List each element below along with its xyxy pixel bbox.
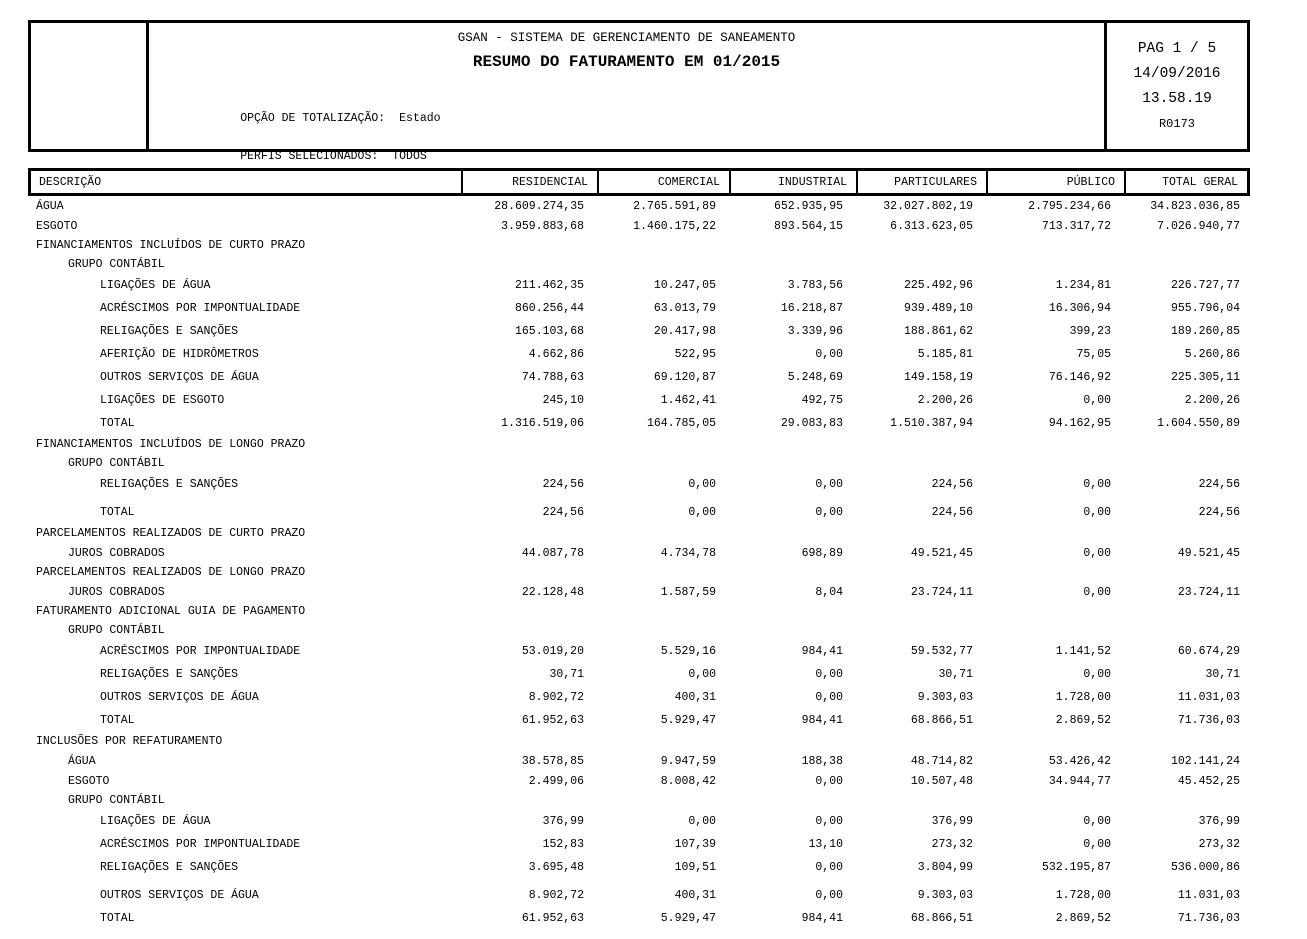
table-row [28, 771, 1250, 791]
cell-publico: 0,00 [1083, 478, 1111, 491]
table-row [28, 732, 1250, 751]
table-row [28, 751, 1250, 771]
cell-total-geral: 1.604.550,89 [1157, 417, 1240, 430]
cell-total-geral: 49.521,45 [1177, 546, 1240, 560]
table-row [28, 663, 1250, 686]
cell-residencial: 860.256,44 [514, 302, 584, 315]
cell-total-geral: 102.141,24 [1170, 754, 1240, 768]
cell-residencial: 1.316.519,06 [501, 417, 584, 430]
cell-publico: 2.869,52 [1055, 912, 1111, 925]
row-label: GRUPO CONTÁBIL [68, 258, 165, 271]
cell-industrial: 5.248,69 [787, 371, 843, 384]
cell-total-geral: 11.031,03 [1177, 889, 1240, 902]
row-label: PARCELAMENTOS REALIZADOS DE LONGO PRAZO [36, 566, 306, 579]
cell-particulares: 225.492,96 [903, 279, 973, 292]
cell-residencial: 152,83 [542, 838, 584, 851]
cell-publico: 0,00 [1083, 506, 1111, 519]
cell-residencial: 38.578,85 [521, 754, 584, 768]
report-title: RESUMO DO FATURAMENTO EM 01/2015 [472, 53, 781, 71]
cell-publico: 1.728,00 [1055, 889, 1111, 902]
cell-residencial: 376,99 [542, 815, 584, 828]
cell-industrial: 13,10 [808, 838, 843, 851]
table-row [28, 274, 1250, 297]
logo-box [31, 23, 149, 149]
table-row [28, 412, 1250, 435]
cell-residencial: 53.019,20 [521, 645, 584, 658]
cell-publico: 16.306,94 [1048, 302, 1111, 315]
cell-comercial: 9.947,59 [660, 754, 716, 768]
cell-publico: 0,00 [1083, 585, 1111, 599]
cell-comercial: 20.417,98 [653, 325, 716, 338]
totalization-label: OPÇÃO DE TOTALIZAÇÃO: [240, 112, 386, 125]
column-header-descricao: DESCRIÇÃO [39, 175, 102, 189]
cell-industrial: 3.783,56 [787, 279, 843, 292]
cell-publico: 0,00 [1083, 838, 1111, 851]
cell-publico: 53.426,42 [1048, 754, 1111, 768]
cell-particulares: 68.866,51 [910, 912, 973, 925]
cell-total-geral: 71.736,03 [1177, 912, 1240, 925]
cell-publico: 0,00 [1083, 815, 1111, 828]
row-label: LIGAÇÕES DE ÁGUA [100, 815, 211, 828]
row-label: LIGAÇÕES DE ESGOTO [100, 394, 225, 407]
table-row [28, 501, 1250, 524]
cell-industrial: 0,00 [815, 506, 843, 519]
row-label: RELIGAÇÕES E SANÇÕES [100, 668, 239, 681]
cell-industrial: 0,00 [815, 889, 843, 902]
column-header-publico: PÚBLICO [986, 171, 1124, 193]
cell-publico: 713.317,72 [1041, 219, 1111, 233]
row-label: ACRÉSCIMOS POR IMPONTUALIDADE [100, 838, 301, 851]
cell-residencial: 4.662,86 [528, 348, 584, 361]
cell-total-geral: 60.674,29 [1177, 645, 1240, 658]
report-date: 14/09/2016 [1133, 66, 1221, 82]
cell-total-geral: 224,56 [1198, 478, 1240, 491]
table-row [28, 320, 1250, 343]
cell-publico: 34.944,77 [1048, 774, 1111, 788]
cell-residencial: 2.499,06 [528, 774, 584, 788]
table-row [28, 856, 1250, 879]
totalization-value: Estado [399, 112, 441, 125]
cell-total-geral: 226.727,77 [1170, 279, 1240, 292]
cell-comercial: 1.587,59 [660, 585, 716, 599]
cell-comercial: 164.785,05 [646, 417, 716, 430]
system-title: GSAN - SISTEMA DE GERENCIAMENTO DE SANEAMENTO [457, 31, 796, 45]
cell-industrial: 29.083,83 [780, 417, 843, 430]
cell-industrial: 893.564,15 [773, 219, 843, 233]
cell-comercial: 10.247,05 [653, 279, 716, 292]
cell-comercial: 5.929,47 [660, 714, 716, 727]
cell-comercial: 400,31 [674, 691, 716, 704]
cell-particulares: 48.714,82 [910, 754, 973, 768]
cell-total-geral: 955.796,04 [1170, 302, 1240, 315]
cell-comercial: 0,00 [688, 668, 716, 681]
table-row [28, 473, 1250, 496]
row-label: LIGAÇÕES DE ÁGUA [100, 279, 211, 292]
cell-particulares: 68.866,51 [910, 714, 973, 727]
table-row [28, 791, 1250, 810]
row-label: OUTROS SERVIÇOS DE ÁGUA [100, 889, 259, 902]
column-header-comercial: COMERCIAL [597, 171, 729, 193]
cell-industrial: 984,41 [801, 912, 843, 925]
cell-residencial: 61.952,63 [521, 912, 584, 925]
cell-total-geral: 224,56 [1198, 506, 1240, 519]
cell-total-geral: 2.200,26 [1184, 394, 1240, 407]
cell-particulares: 939.489,10 [903, 302, 973, 315]
cell-particulares: 9.303,03 [917, 889, 973, 902]
cell-particulares: 23.724,11 [910, 585, 973, 599]
cell-total-geral: 30,71 [1205, 668, 1240, 681]
row-label: TOTAL [100, 912, 135, 925]
cell-particulares: 273,32 [931, 838, 973, 851]
cell-industrial: 0,00 [815, 861, 843, 874]
cell-residencial: 165.103,68 [514, 325, 584, 338]
cell-particulares: 49.521,45 [910, 546, 973, 560]
header-info-box [1104, 23, 1247, 149]
cell-residencial: 3.959.883,68 [501, 219, 584, 233]
cell-total-geral: 34.823.036,85 [1150, 199, 1240, 213]
cell-industrial: 984,41 [801, 645, 843, 658]
column-header-industrial: INDUSTRIAL [729, 171, 856, 193]
table-row [28, 543, 1250, 563]
cell-particulares: 149.158,19 [903, 371, 973, 384]
cell-total-geral: 5.260,86 [1184, 348, 1240, 361]
cell-industrial: 0,00 [815, 815, 843, 828]
cell-total-geral: 7.026.940,77 [1157, 219, 1240, 233]
table-row [28, 236, 1250, 255]
cell-industrial: 0,00 [815, 691, 843, 704]
row-label: RELIGAÇÕES E SANÇÕES [100, 861, 239, 874]
report-time: 13.58.19 [1142, 91, 1212, 107]
row-label: OUTROS SERVIÇOS DE ÁGUA [100, 371, 259, 384]
cell-industrial: 984,41 [801, 714, 843, 727]
table-row [28, 435, 1250, 454]
cell-comercial: 8.008,42 [660, 774, 716, 788]
table-row [28, 640, 1250, 663]
cell-comercial: 107,39 [674, 838, 716, 851]
cell-residencial: 224,56 [542, 506, 584, 519]
row-label: ACRÉSCIMOS POR IMPONTUALIDADE [100, 645, 301, 658]
row-label: TOTAL [100, 714, 135, 727]
cell-particulares: 2.200,26 [917, 394, 973, 407]
cell-particulares: 32.027.802,19 [883, 199, 973, 213]
table-row [28, 810, 1250, 833]
totalization-line [185, 99, 441, 138]
cell-total-geral: 23.724,11 [1177, 585, 1240, 599]
cell-publico: 0,00 [1083, 394, 1111, 407]
table-header [28, 168, 1250, 196]
cell-total-geral: 11.031,03 [1177, 691, 1240, 704]
row-label: FATURAMENTO ADICIONAL GUIA DE PAGAMENTO [36, 605, 306, 618]
row-label: FINANCIAMENTOS INCLUÍDOS DE LONGO PRAZO [36, 438, 306, 451]
table-row [28, 366, 1250, 389]
table-row [28, 621, 1250, 640]
cell-residencial: 224,56 [542, 478, 584, 491]
cell-industrial: 188,38 [801, 754, 843, 768]
cell-comercial: 5.529,16 [660, 645, 716, 658]
cell-industrial: 492,75 [801, 394, 843, 407]
column-header-total-geral: TOTAL GERAL [1124, 171, 1247, 193]
row-label: RELIGAÇÕES E SANÇÕES [100, 478, 239, 491]
table-row [28, 255, 1250, 274]
row-label: RELIGAÇÕES E SANÇÕES [100, 325, 239, 338]
cell-comercial: 522,95 [674, 348, 716, 361]
row-label: TOTAL [100, 417, 135, 430]
cell-publico: 2.795.234,66 [1028, 199, 1111, 213]
cell-total-geral: 225.305,11 [1170, 371, 1240, 384]
cell-publico: 399,23 [1069, 325, 1111, 338]
cell-publico: 532.195,87 [1041, 861, 1111, 874]
cell-publico: 2.869,52 [1055, 714, 1111, 727]
cell-comercial: 69.120,87 [653, 371, 716, 384]
cell-residencial: 211.462,35 [514, 279, 584, 292]
table-row [28, 602, 1250, 621]
cell-comercial: 400,31 [674, 889, 716, 902]
table-row [28, 389, 1250, 412]
table-row [28, 454, 1250, 473]
row-label: INCLUSÕES POR REFATURAMENTO [36, 735, 223, 748]
row-label: PARCELAMENTOS REALIZADOS DE CURTO PRAZO [36, 527, 306, 540]
row-label: FINANCIAMENTOS INCLUÍDOS DE CURTO PRAZO [36, 239, 306, 252]
row-label: ESGOTO [68, 774, 110, 788]
cell-industrial: 0,00 [815, 774, 843, 788]
page-number: PAG 1 / 5 [1137, 41, 1217, 57]
cell-particulares: 224,56 [931, 478, 973, 491]
cell-industrial: 16.218,87 [780, 302, 843, 315]
column-header-residencial: RESIDENCIAL [461, 171, 597, 193]
table-row [28, 833, 1250, 856]
cell-comercial: 1.462,41 [660, 394, 716, 407]
cell-particulares: 30,71 [938, 668, 973, 681]
cell-particulares: 9.303,03 [917, 691, 973, 704]
cell-residencial: 28.609.274,35 [494, 199, 584, 213]
cell-residencial: 30,71 [549, 668, 584, 681]
cell-residencial: 3.695,48 [528, 861, 584, 874]
row-label: JUROS COBRADOS [68, 546, 165, 560]
column-header-particulares: PARTICULARES [856, 171, 986, 193]
row-label: ÁGUA [36, 199, 64, 213]
row-label: AFERIÇÃO DE HIDRÔMETROS [100, 348, 259, 361]
cell-residencial: 74.788,63 [521, 371, 584, 384]
cell-residencial: 245,10 [542, 394, 584, 407]
cell-residencial: 22.128,48 [521, 585, 584, 599]
page-header [28, 20, 1250, 163]
row-label: GRUPO CONTÁBIL [68, 794, 165, 807]
cell-particulares: 59.532,77 [910, 645, 973, 658]
cell-particulares: 6.313.623,05 [890, 219, 973, 233]
cell-publico: 1.234,81 [1055, 279, 1111, 292]
cell-publico: 1.728,00 [1055, 691, 1111, 704]
cell-publico: 0,00 [1083, 668, 1111, 681]
cell-particulares: 224,56 [931, 506, 973, 519]
cell-comercial: 109,51 [674, 861, 716, 874]
table-row [28, 297, 1250, 320]
table-row [28, 907, 1250, 930]
cell-publico: 1.141,52 [1055, 645, 1111, 658]
cell-residencial: 8.902,72 [528, 889, 584, 902]
cell-industrial: 8,04 [815, 585, 843, 599]
report-code: R0173 [1158, 117, 1195, 131]
cell-comercial: 5.929,47 [660, 912, 716, 925]
cell-industrial: 0,00 [815, 348, 843, 361]
cell-industrial: 0,00 [815, 478, 843, 491]
cell-total-geral: 273,32 [1198, 838, 1240, 851]
cell-total-geral: 189.260,85 [1170, 325, 1240, 338]
table-row [28, 524, 1250, 543]
cell-total-geral: 536.000,86 [1170, 861, 1240, 874]
profiles-label: PERFIS SELECIONADOS: [240, 150, 379, 163]
cell-residencial: 44.087,78 [521, 546, 584, 560]
cell-industrial: 0,00 [815, 668, 843, 681]
cell-comercial: 63.013,79 [653, 302, 716, 315]
cell-comercial: 1.460.175,22 [633, 219, 716, 233]
cell-residencial: 61.952,63 [521, 714, 584, 727]
row-label: OUTROS SERVIÇOS DE ÁGUA [100, 691, 259, 704]
cell-publico: 75,05 [1076, 348, 1111, 361]
row-label: TOTAL [100, 506, 135, 519]
cell-particulares: 10.507,48 [910, 774, 973, 788]
cell-industrial: 3.339,96 [787, 325, 843, 338]
header-center [149, 23, 1104, 163]
table-row [28, 196, 1250, 216]
cell-total-geral: 71.736,03 [1177, 714, 1240, 727]
table-row [28, 884, 1250, 907]
table-row [28, 216, 1250, 236]
cell-particulares: 188.861,62 [903, 325, 973, 338]
row-label: ACRÉSCIMOS POR IMPONTUALIDADE [100, 302, 301, 315]
table-row [28, 582, 1250, 602]
cell-total-geral: 376,99 [1198, 815, 1240, 828]
cell-industrial: 698,89 [801, 546, 843, 560]
row-label: ESGOTO [36, 219, 78, 233]
row-label: ÁGUA [68, 754, 96, 768]
row-label: JUROS COBRADOS [68, 585, 165, 599]
row-label: GRUPO CONTÁBIL [68, 457, 165, 470]
table-row [28, 563, 1250, 582]
cell-comercial: 4.734,78 [660, 546, 716, 560]
cell-particulares: 3.804,99 [917, 861, 973, 874]
cell-industrial: 652.935,95 [773, 199, 843, 213]
cell-total-geral: 45.452,25 [1177, 774, 1240, 788]
cell-particulares: 5.185,81 [917, 348, 973, 361]
profiles-value: TODOS [392, 150, 427, 163]
cell-comercial: 0,00 [688, 506, 716, 519]
table-row [28, 709, 1250, 732]
cell-comercial: 0,00 [688, 478, 716, 491]
table-row [28, 686, 1250, 709]
cell-comercial: 0,00 [688, 815, 716, 828]
cell-publico: 94.162,95 [1048, 417, 1111, 430]
row-label: GRUPO CONTÁBIL [68, 624, 165, 637]
cell-particulares: 1.510.387,94 [890, 417, 973, 430]
cell-publico: 76.146,92 [1048, 371, 1111, 384]
report-table [28, 196, 1250, 930]
cell-publico: 0,00 [1083, 546, 1111, 560]
cell-residencial: 8.902,72 [528, 691, 584, 704]
table-row [28, 343, 1250, 366]
cell-particulares: 376,99 [931, 815, 973, 828]
cell-comercial: 2.765.591,89 [633, 199, 716, 213]
